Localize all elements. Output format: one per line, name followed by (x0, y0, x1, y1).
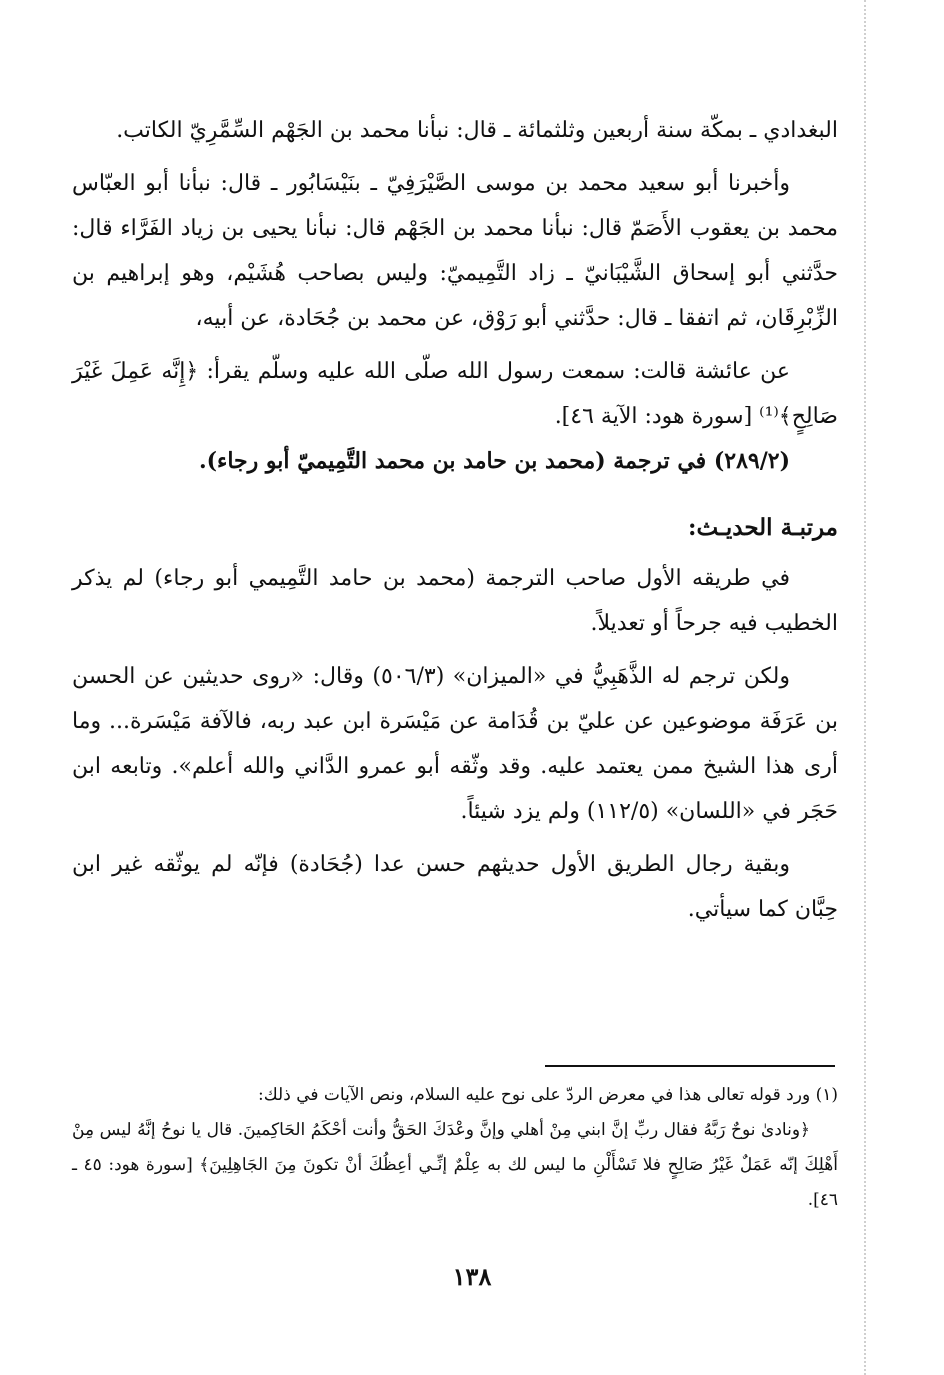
paragraph-6: ولكن ترجم له الذَّهَبِيُّ في «الميزان» (٥٠٦/٣) وقال: «روى حديثين عن الحسن بن عَرَفَة موضوعين عن عليّ بن قُدَامة عن مَيْسَرة ابن عبد ربه، فالآفة مَيْسَرة... وما أرى هذا الشيخ ممن يعتمد عليه. وقد وثّقه أبو عمرو الدَّاني والله أعلم». وتابعه ابن حَجَر في «اللسان» (١١٢/٥) ولم يزد شيئاً. (72, 664, 838, 824)
spacer (72, 646, 838, 654)
footnote-line-2: ﴿ونادىٰ نوحٌ رَبَّهُ فقال ربِّ إنَّ ابني مِنْ أهلي وإنَّ وعْدَكَ الحَقُّ وأنت أحْكَمُ الحَاكِمينَ. قال يا نوحُ إنَّهُ ليس مِنْ أَهْلِكَ إنّه عَمَلٌ غَيْرُ صَالِحٍ فلا تَسْأَلْنِ ما ليس لك به عِلْمٌ إنِّـي أعِظُكَ أنْ تكونَ مِنَ الجَاهِلِينَ﴾ [سورة هود: ٤٥ ـ ٤٦]. (72, 1120, 838, 1210)
page-number: ١٣٨ (452, 1262, 492, 1291)
section-heading: مرتبـة الحديـث: (688, 514, 838, 541)
spacer (72, 341, 838, 349)
footnote-separator (545, 1065, 835, 1067)
paragraph-3: عن عائشة قالت: سمعت رسول الله صلّى الله عليه وسلّم يقرأ: ﴿إِنَّه عَمِلَ غَيْرَ صَالِحٍ﴾⁽¹⁾ [سورة هود: الآية ٤٦]. (72, 359, 838, 429)
paragraph-4: (٢٨٩/٢) في ترجمة (محمد بن حامد بن محمد التَّمِيميّ أبو رجاء). (198, 448, 790, 474)
paragraph-7: وبقية رجال الطريق الأول حديثهم حسن عدا (جُحَادة) فإنّه لم يوثّقه غير ابن حِبَّان كما سيأتي. (72, 852, 838, 922)
spacer (72, 834, 838, 842)
footnote (72, 1078, 838, 1218)
paragraph-1: البغدادي ـ بمكّة سنة أربعين وثلثمائة ـ قال: نبأنا محمد بن الجَهْم السِّمَّرِيّ الكاتب. (116, 118, 838, 143)
footnote-line-1: (١) ورد قوله تعالى هذا في معرض الردّ على نوح عليه السلام، ونص الآيات في ذلك: (258, 1085, 838, 1105)
page-edge-dots (864, 0, 866, 1375)
paragraph-5: في طريقه الأول صاحب الترجمة (محمد بن حامد التَّمِيمي أبو رجاء) لم يذكر الخطيب فيه جرحاً أو تعديلاً. (72, 566, 838, 636)
spacer (72, 153, 838, 161)
paragraph-2: وأخبرنا أبو سعيد محمد بن موسى الصَّيْرَفِيّ ـ بنَيْسَابُور ـ قال: نبأنا أبو العبّاس محمد بن يعقوب الأَصَمّ قال: نبأنا محمد بن الجَهْم قال: نبأنا يحيى بن زياد الفَرَّاء قال: حدَّثني أبو إسحاق الشَّيْبَانيّ ـ زاد التَّمِيميّ: وليس بصاحب هُشَيْم، وهو إبراهيم بن الزِّبْرِقَان، ثم اتفقا ـ قال: حدَّثني أبو رَوْق، عن محمد بن جُحَادة، عن أبيه، (72, 171, 838, 331)
